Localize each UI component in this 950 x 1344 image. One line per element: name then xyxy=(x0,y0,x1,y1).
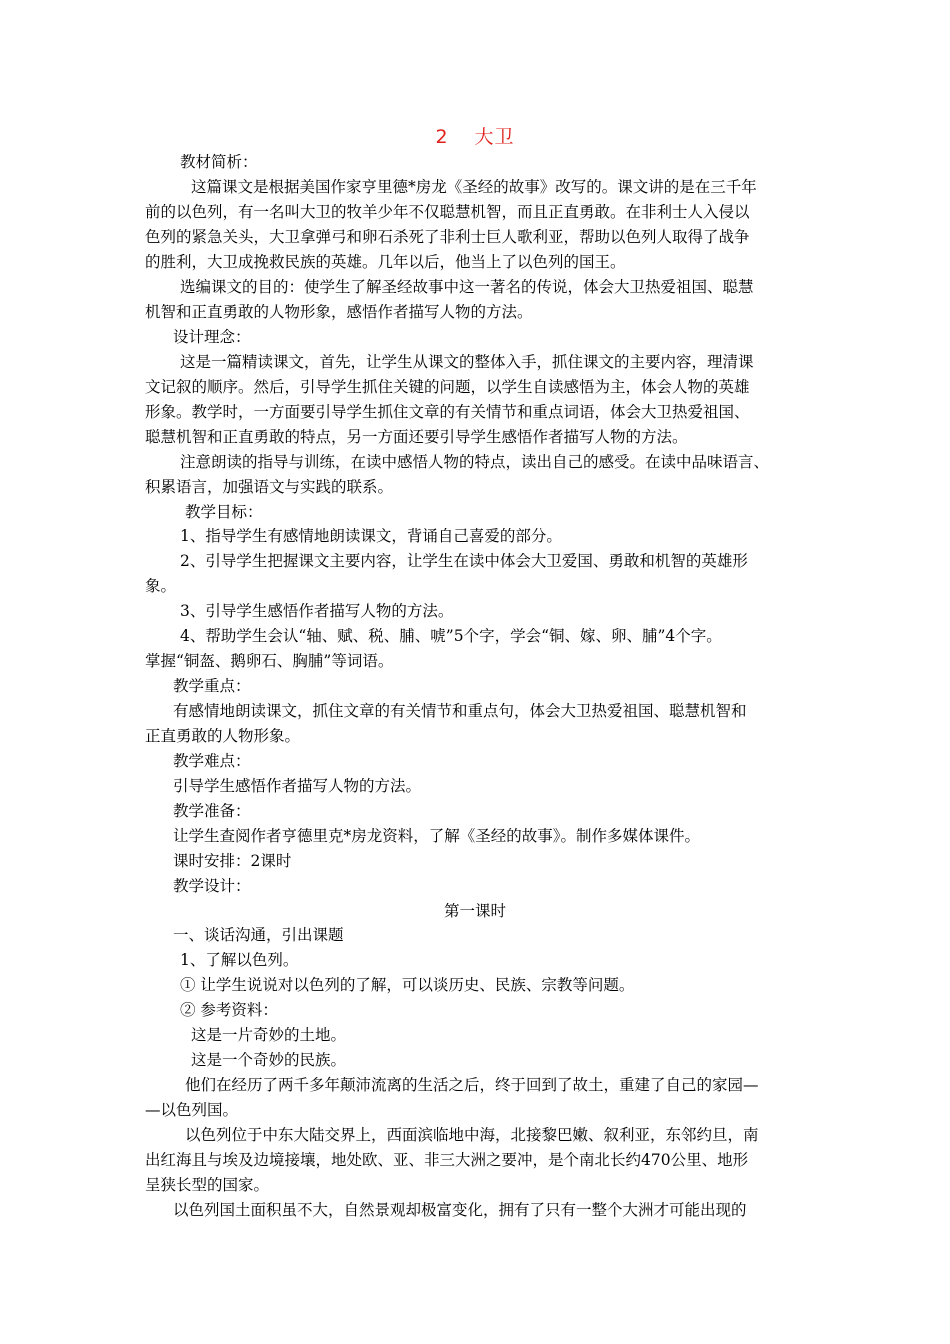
paragraph-line: 这是一片奇妙的土地。 xyxy=(191,1026,347,1044)
list-item: ① 让学生说说对以色列的了解，可以谈历史、民族、宗教等问题。 xyxy=(180,976,635,994)
paragraph-line: 呈狭长型的国家。 xyxy=(145,1176,270,1194)
section-heading: 教学设计： xyxy=(173,877,251,895)
paragraph-line: 他们在经历了两千多年颠沛流离的生活之后，终于回到了故土，重建了自己的家园— xyxy=(185,1076,759,1094)
section-heading: 设计理念： xyxy=(173,328,251,346)
list-item: 4、帮助学生会认“轴、赋、税、脯、唬”5个字，学会“铜、嫁、卵、脯”4个字。 xyxy=(180,627,722,645)
paragraph-line: —以色列国。 xyxy=(145,1101,239,1119)
paragraph-line: 注意朗读的指导与训练，在读中感悟人物的特点，读出自己的感受。在读中品味语言、 xyxy=(180,453,770,471)
list-item: ② 参考资料： xyxy=(180,1001,278,1019)
section-heading: 教学重点： xyxy=(173,677,251,695)
paragraph-line: 有感情地朗读课文，抓住文章的有关情节和重点句，体会大卫热爱祖国、聪慧机智和 xyxy=(173,702,747,720)
paragraph-line: 正直勇敢的人物形象。 xyxy=(145,727,301,745)
paragraph-line: 以色列国土面积虽不大，自然景观却极富变化，拥有了只有一整个大洲才可能出现的 xyxy=(173,1201,747,1219)
paragraph-line: 文记叙的顺序。然后，引导学生抓住关键的问题，以学生自读感悟为主，体会人物的英雄 xyxy=(145,378,750,396)
section-heading: 一、谈话沟通，引出课题 xyxy=(173,926,344,944)
section-heading: 教材简析： xyxy=(180,153,258,171)
paragraph-line: 以色列位于中东大陆交界上，西面滨临地中海，北接黎巴嫩、叙利亚，东邻约旦，南 xyxy=(185,1126,759,1144)
paragraph-line: 前的以色列，有一名叫大卫的牧羊少年不仅聪慧机智，而且正直勇敢。在非利士人入侵以 xyxy=(145,203,750,221)
list-item-continued: 象。 xyxy=(145,577,177,595)
paragraph-line: 让学生查阅作者亨德里克*房龙资料，了解《圣经的故事》。制作多媒体课件。 xyxy=(173,827,701,845)
paragraph-line: 这是一篇精读课文，首先，让学生从课文的整体入手，抓住课文的主要内容，理清课 xyxy=(180,353,754,371)
list-item: 2、引导学生把握课文主要内容，让学生在读中体会大卫爱国、勇敢和机智的英雄形 xyxy=(180,552,748,570)
paragraph-line: 出红海且与埃及边境接壤，地处欧、亚、非三大洲之要冲，是个南北长约470公里、地形 xyxy=(145,1151,749,1169)
paragraph-line: 的胜利，大卫成挽救民族的英雄。几年以后，他当上了以色列的国王。 xyxy=(145,253,626,271)
paragraph-line: 引导学生感悟作者描写人物的方法。 xyxy=(173,777,422,795)
paragraph-line: 色列的紧急关头，大卫拿弹弓和卵石杀死了非利士巨人歌利亚，帮助以色列人取得了战争 xyxy=(145,228,750,246)
paragraph-line: 形象。教学时，一方面要引导学生抓住文章的有关情节和重点词语，体会大卫热爱祖国、 xyxy=(145,403,750,421)
document-title xyxy=(0,124,950,150)
paragraph-line: 积累语言，加强语文与实践的联系。 xyxy=(145,478,394,496)
lesson-title: 大卫 xyxy=(474,126,515,148)
paragraph-line: 这是一个奇妙的民族。 xyxy=(191,1051,347,1069)
section-heading: 教学准备： xyxy=(173,802,251,820)
section-heading: 教学难点： xyxy=(173,752,251,770)
list-item-continued: 掌握“铜盔、鹅卵石、胸脯”等词语。 xyxy=(145,652,394,670)
lesson-period-heading: 第一课时 xyxy=(443,902,506,920)
list-item: 3、引导学生感悟作者描写人物的方法。 xyxy=(180,602,454,620)
paragraph-line: 机智和正直勇敢的人物形象，感悟作者描写人物的方法。 xyxy=(145,303,533,321)
paragraph-line: 这篇课文是根据美国作家亨里德*房龙《圣经的故事》改写的。课文讲的是在三千年 xyxy=(191,178,757,196)
lesson-number: 2 xyxy=(435,126,449,148)
list-item: 1、指导学生有感情地朗读课文，背诵自己喜爱的部分。 xyxy=(180,527,562,545)
paragraph-line: 聪慧机智和正直勇敢的特点，另一方面还要引导学生感悟作者描写人物的方法。 xyxy=(145,428,688,446)
paragraph-line: 选编课文的目的：使学生了解圣经故事中这一著名的传说，体会大卫热爱祖国、聪慧 xyxy=(180,278,754,296)
list-item: 1、了解以色列。 xyxy=(180,951,299,969)
paragraph-line: 课时安排：2课时 xyxy=(173,852,292,870)
section-heading: 教学目标： xyxy=(185,503,263,521)
